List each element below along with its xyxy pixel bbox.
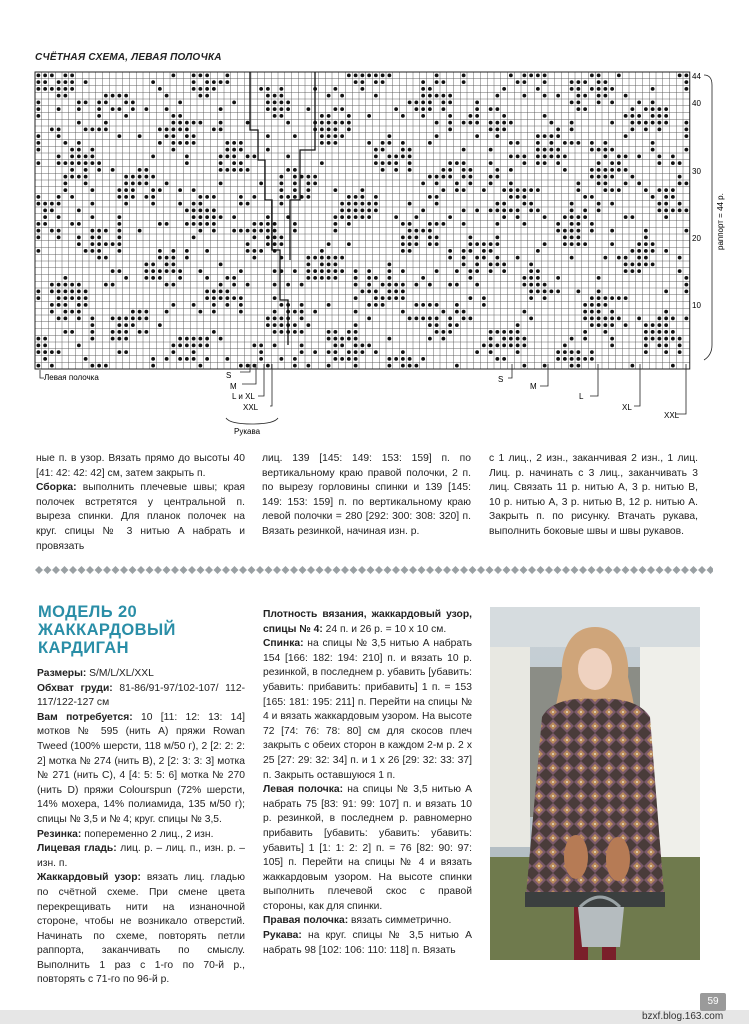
size-mark: L и XL — [232, 392, 255, 401]
model-photo — [490, 607, 700, 960]
paragraph — [36, 481, 245, 554]
decorative-divider — [35, 564, 713, 576]
paragraph — [263, 783, 472, 914]
paragraph-label: Плотность вязания, жаккардовый узор, спицы № 4: — [263, 609, 472, 635]
paragraph-label: Размеры: — [37, 668, 87, 679]
paragraph-label: Левая полочка: — [263, 784, 344, 796]
text-column-3 — [489, 452, 698, 540]
paragraph-text: 81-86/91-97/102-107/ 112-117/122-127 см — [37, 682, 246, 709]
paragraph — [263, 929, 472, 958]
sleeve-label: Рукава — [234, 427, 261, 436]
paragraph-text: на спицы № 3,5 нитью А набрать 75 [83: 91: 99: 107] п. и вязать 10 р. резинкой, в последнем р. равномерно прибавить [убавить: убавить: убавить: убавить] 1 [1: 1: 2: 2] п. = 76 [82: 90: 97: 105] п. Перейти на спицы № 4 и вязать жаккардовым узором. На высоте спинки выполнить плечевой скос с правой стороны, как для спинки. — [263, 784, 472, 912]
paragraph — [37, 828, 245, 843]
size-mark: M — [530, 382, 537, 391]
instructions-column-middle — [263, 608, 472, 958]
paragraph: ные п. в узор. Вязать прямо до высоты 40 [41: 42: 42: 42] см, затем закрыть п. — [36, 453, 245, 479]
model-title — [38, 603, 238, 657]
paragraph — [37, 682, 245, 711]
row-number: 20 — [692, 234, 701, 243]
paragraph-text: выполнить плечевые швы; края полочек встретятся у центральной п. выреза спинки. Для планок полочек на круг. спицы № 3 нитью А набрать и провязать — [36, 482, 245, 552]
text-column-2 — [262, 452, 471, 540]
paragraph-label: Жаккардовый узор: — [37, 872, 141, 884]
repeat-label: раппорт = 44 р. — [716, 193, 725, 250]
size-mark: M — [230, 382, 237, 391]
paragraph — [263, 914, 472, 929]
model-title-line: ЖАККАРДОВЫЙ — [38, 621, 176, 639]
paragraph — [37, 711, 245, 828]
paragraph-text: вязать симметрично. — [348, 915, 452, 927]
paragraph — [37, 871, 245, 988]
paragraph: лиц. 139 [145: 149: 153: 159] п. по вертикальному краю правой полочки, 2 п. по вырезу горловины спинки и 139 [145: 149: 153: 159] п. по вертикальному краю левой полочки = 280 [292: 300: 308: 320] п. Вязать резинкой, начиная изн. р. — [262, 453, 471, 537]
page-number: 59 — [700, 993, 726, 1011]
model-title-line: МОДЕЛЬ 20 — [38, 603, 138, 621]
paragraph-text: лиц. р. – лиц. п., изн. р. – изн. п. — [37, 843, 246, 869]
paragraph-text: на круг. спицы № 3,5 нитью А набрать 98 [102: 106: 110: 118] п. Вязать — [263, 930, 472, 956]
text-column-1 — [36, 452, 245, 554]
row-number: 30 — [692, 167, 701, 176]
row-number: 10 — [692, 301, 701, 310]
chart-title: СЧЁТНАЯ СХЕМА, ЛЕВАЯ ПОЛОЧКА — [35, 52, 222, 63]
paragraph-text: S/M/L/XL/XXL — [86, 668, 154, 679]
paragraph-text: на спицы № 3,5 нитью А набрать 154 [166: 182: 194: 210] п. и вязать 10 р. резинкой, в последнем р. убавить [убавить: убавить: прибавить: прибавить] 1 п. = 153 [165: 181: 195: 211] п. Перейти на спицы № 4 и вязать жаккардовым узором. На высоте 72 [74: 76: 78: 80] см для скосов плеч закрыть с обеих сторон в каждом 2-м р. 2 х 25 [27: 29: 32: 34] п. и 1 х 26 [29: 32: 33: 37] п. Закрыть оставшуюся 1 п. — [263, 638, 472, 781]
model-title-line: КАРДИГАН — [38, 639, 129, 657]
paragraph-label: Лицевая гладь: — [37, 843, 117, 855]
paragraph-label: Спинка: — [263, 638, 304, 650]
paragraph — [37, 667, 245, 682]
paragraph-label: Вам потребуется: — [37, 711, 133, 723]
paragraph-label: Обхват груди: — [37, 682, 113, 694]
paragraph-label: Сборка: — [36, 482, 77, 494]
footer-bar — [0, 1010, 749, 1024]
paragraph-text: вязать лиц. гладью по счётной схеме. При смене цвета перекрещивать нити на изнаночной стороне, чтобы не возникало отверстий. Начинать по схеме, повторять петли раппорта, заканчивать по смыслу. Выполнить 1 раз с 1-го по 70-й р., повторять с 71-го по 96-й р. — [37, 872, 245, 986]
paragraph — [263, 637, 472, 783]
paragraph — [37, 842, 245, 871]
paragraph-label: Резинка: — [37, 828, 82, 840]
chart-brackets — [40, 72, 712, 424]
size-mark: XXL — [664, 411, 680, 420]
paragraph — [263, 608, 472, 637]
size-mark: S — [498, 375, 504, 384]
size-mark: S — [226, 371, 232, 380]
paragraph-text: попеременно 2 лиц., 2 изн. — [81, 828, 214, 840]
paragraph-text: 24 п. и 26 р. = 10 х 10 см. — [322, 623, 447, 635]
paragraph: с 1 лиц., 2 изн., заканчивая 2 изн., 1 лиц. Лиц. р. начинать с 3 лиц., заканчивать 3 лиц. Связать 11 р. нитью А, 3 р. нитью В, 10 р. нитью А, 3 р. нитью В, 12 р. нитью А. Закрыть п. по рисунку. Втачать рукава, выполнить боковые швы и швы рукавов. — [489, 453, 698, 537]
paragraph-text: 10 [11: 12: 13: 14] мотков № 595 (нить А) пряжи Rowan Tweed (100% шерсти, 118 м/50 г), 2 [2: 2: 2: 2] мотка № 274 (нить В), 2 [2: 3: 3: 3] мотка № 271 (нить С), 4 [4: 5: 5: 6] мотка № 270 (нить D) пряжи Colourspun (72% шерсти, 14% мохера, 14% полиамида, 135 м/50 г); спицы № 3,5 и № 4; круг. спицы № 3,5. — [37, 711, 245, 825]
paragraph-label: Рукава: — [263, 930, 302, 942]
size-mark: XXL — [243, 403, 259, 412]
size-mark: XL — [622, 403, 632, 412]
instructions-column-left — [37, 667, 245, 988]
watermark: bzxf.blog.163.com — [642, 1011, 724, 1022]
paragraph-label: Правая полочка: — [263, 915, 349, 927]
size-mark: L — [579, 392, 584, 401]
row-number: 44 — [692, 72, 701, 81]
row-number: 40 — [692, 99, 701, 108]
left-front-label: Левая полочка — [44, 373, 99, 382]
